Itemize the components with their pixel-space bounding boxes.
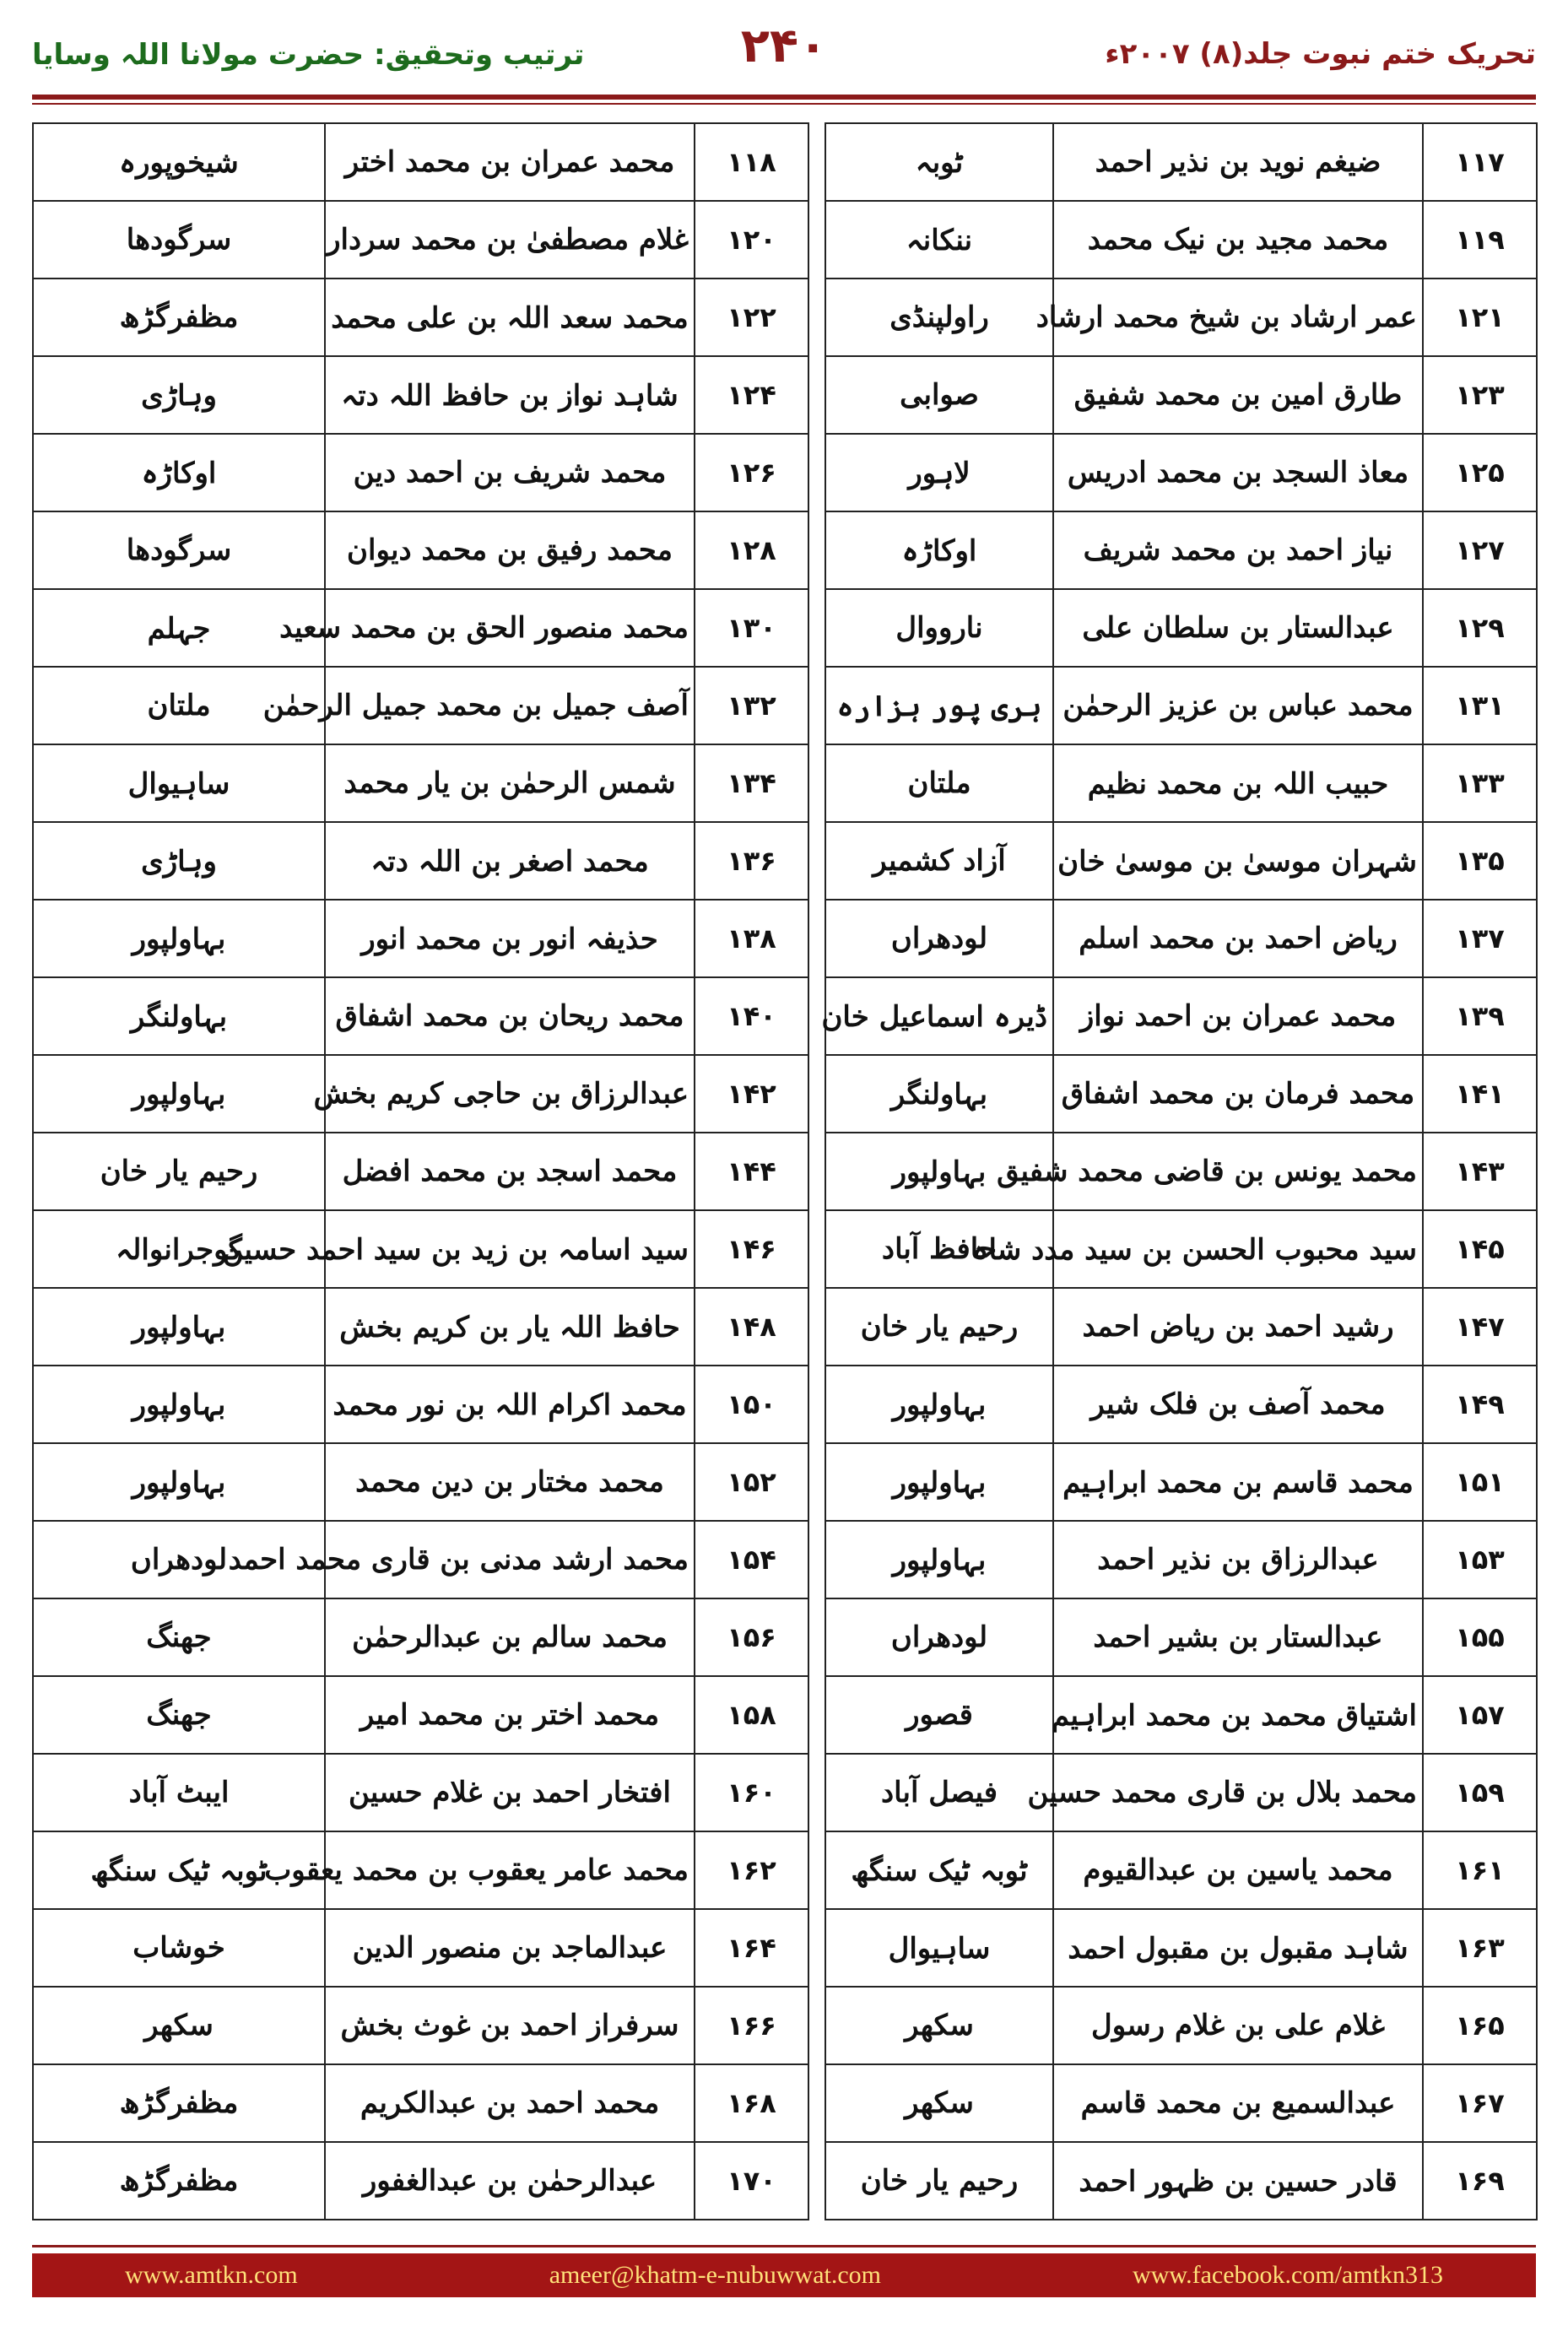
city-name: ساہیوال: [825, 1909, 1053, 1987]
table-row: [33, 1987, 1537, 2064]
entry-number: ۱۳۱: [1423, 667, 1537, 744]
city-name: ساہیوال: [33, 744, 325, 822]
entry-number: ۱۳۸: [695, 900, 808, 977]
person-name: محمد عامر یعقوب بن محمد یعقوب: [325, 1831, 695, 1909]
person-name: قادر حسین بن ظہور احمد: [1053, 2142, 1423, 2220]
city-name: ڈیرہ اسماعیل خان: [825, 977, 1053, 1055]
column-gap: [808, 434, 825, 511]
compiler-credit: ترتیب وتحقیق: حضرت مولانا اللہ وسایا: [32, 38, 585, 72]
person-name: محمد یاسین بن عبدالقیوم: [1053, 1831, 1423, 1909]
person-name: غلام مصطفیٰ بن محمد سردار: [325, 201, 695, 279]
city-name: بہاولپور: [33, 1443, 325, 1521]
table-row: [33, 1676, 1537, 1754]
city-name: ٹوبہ ٹیک سنگھ: [33, 1831, 325, 1909]
person-name: سید اسامہ بن زید بن سید احمد حسین: [325, 1210, 695, 1288]
column-gap: [808, 2064, 825, 2142]
person-name: اشتیاق محمد بن محمد ابراہیم: [1053, 1676, 1423, 1754]
person-name: محمد عمران بن احمد نواز: [1053, 977, 1423, 1055]
city-name: سکھر: [825, 2064, 1053, 2142]
person-name: سید محبوب الحسن بن سید مدد شاہ: [1053, 1210, 1423, 1288]
table-row: [33, 434, 1537, 511]
page-number: ۲۴۰: [740, 19, 828, 73]
column-gap: [808, 1598, 825, 1676]
entry-number: ۱۴۸: [695, 1288, 808, 1366]
table-row: [33, 822, 1537, 900]
footer-bar: [32, 2253, 1536, 2297]
city-name: بہاولنگر: [825, 1055, 1053, 1133]
entry-number: ۱۶۵: [1423, 1987, 1537, 2064]
city-name: بہاولپور: [33, 900, 325, 977]
person-name: ریاض احمد بن محمد اسلم: [1053, 900, 1423, 977]
city-name: وہاڑی: [33, 356, 325, 434]
person-name: شاہد نواز بن حافظ اللہ دتہ: [325, 356, 695, 434]
column-gap: [808, 511, 825, 589]
entry-number: ۱۲۸: [695, 511, 808, 589]
entry-number: ۱۳۲: [695, 667, 808, 744]
entry-number: ۱۴۵: [1423, 1210, 1537, 1288]
entry-number: ۱۶۲: [695, 1831, 808, 1909]
person-name: عمر ارشاد بن شیخ محمد ارشاد: [1053, 279, 1423, 356]
person-name: محمد اکرام اللہ بن نور محمد: [325, 1366, 695, 1443]
column-gap: [808, 279, 825, 356]
entry-number: ۱۶۹: [1423, 2142, 1537, 2220]
names-table-body: [33, 123, 1537, 2220]
column-gap: [808, 589, 825, 667]
person-name: رشید احمد بن ریاض احمد: [1053, 1288, 1423, 1366]
city-name: سکھر: [825, 1987, 1053, 2064]
city-name: ننکانہ: [825, 201, 1053, 279]
person-name: محمد قاسم بن محمد ابراہیم: [1053, 1443, 1423, 1521]
person-name: محمد احمد بن عبدالکریم: [325, 2064, 695, 2142]
city-name: لودھراں: [825, 1598, 1053, 1676]
column-gap: [808, 1521, 825, 1598]
entry-number: ۱۵۵: [1423, 1598, 1537, 1676]
table-row: [33, 123, 1537, 201]
column-gap: [808, 900, 825, 977]
entry-number: ۱۵۴: [695, 1521, 808, 1598]
entry-number: ۱۴۱: [1423, 1055, 1537, 1133]
city-name: حافظ آباد: [825, 1210, 1053, 1288]
city-name: آزاد کشمیر: [825, 822, 1053, 900]
book-title: تحریک ختم نبوت جلد(۸) ۲۰۰۷ء: [1105, 37, 1536, 71]
names-table: [32, 122, 1538, 2220]
entry-number: ۱۳۰: [695, 589, 808, 667]
city-name: بہاولپور: [825, 1521, 1053, 1598]
city-name: سرگودھا: [33, 511, 325, 589]
entry-number: ۱۳۶: [695, 822, 808, 900]
person-name: عبدالماجد بن منصور الدین: [325, 1909, 695, 1987]
column-gap: [808, 1987, 825, 2064]
person-name: عبدالرزاق بن حاجی کریم بخش: [325, 1055, 695, 1133]
footer-facebook-link[interactable]: www.facebook.com/amtkn313: [1133, 2261, 1443, 2289]
entry-number: ۱۲۷: [1423, 511, 1537, 589]
page-header: [0, 0, 1568, 101]
city-name: ملتان: [33, 667, 325, 744]
entry-number: ۱۴۹: [1423, 1366, 1537, 1443]
table-row: [33, 1133, 1537, 1210]
city-name: لودھراں: [33, 1521, 325, 1598]
city-name: بہاولنگر: [33, 977, 325, 1055]
city-name: جھنگ: [33, 1598, 325, 1676]
city-name: جھنگ: [33, 1676, 325, 1754]
entry-number: ۱۴۴: [695, 1133, 808, 1210]
person-name: افتخار احمد بن غلام حسین: [325, 1754, 695, 1831]
entry-number: ۱۶۸: [695, 2064, 808, 2142]
entry-number: ۱۳۵: [1423, 822, 1537, 900]
entry-number: ۱۲۵: [1423, 434, 1537, 511]
table-row: [33, 1210, 1537, 1288]
city-name: رحیم یار خان: [825, 1288, 1053, 1366]
person-name: معاذ السجد بن محمد ادریس: [1053, 434, 1423, 511]
table-row: [33, 279, 1537, 356]
city-name: مظفرگڑھ: [33, 2064, 325, 2142]
entry-number: ۱۶۰: [695, 1754, 808, 1831]
entry-number: ۱۵۰: [695, 1366, 808, 1443]
table-row: [33, 1909, 1537, 1987]
city-name: رحیم یار خان: [33, 1133, 325, 1210]
column-gap: [808, 123, 825, 201]
person-name: محمد عمران بن محمد اختر: [325, 123, 695, 201]
person-name: غلام علی بن غلام رسول: [1053, 1987, 1423, 2064]
person-name: محمد اسجد بن محمد افضل: [325, 1133, 695, 1210]
city-name: گوجرانوالہ: [33, 1210, 325, 1288]
city-name: صوابی: [825, 356, 1053, 434]
city-name: ٹوبہ ٹیک سنگھ: [825, 1831, 1053, 1909]
table-row: [33, 900, 1537, 977]
person-name: سرفراز احمد بن غوث بخش: [325, 1987, 695, 2064]
table-row: [33, 2142, 1537, 2220]
city-name: بہاولپور: [33, 1055, 325, 1133]
person-name: ضیغم نوید بن نذیر احمد: [1053, 123, 1423, 201]
person-name: حافظ اللہ یار بن کریم بخش: [325, 1288, 695, 1366]
city-name: نارووال: [825, 589, 1053, 667]
entry-number: ۱۴۷: [1423, 1288, 1537, 1366]
entry-number: ۱۵۷: [1423, 1676, 1537, 1754]
header-rule-thin: [32, 103, 1536, 105]
table-row: [33, 667, 1537, 744]
city-name: شیخوپورہ: [33, 123, 325, 201]
entry-number: ۱۱۷: [1423, 123, 1537, 201]
city-name: خوشاب: [33, 1909, 325, 1987]
person-name: طارق امین بن محمد شفیق: [1053, 356, 1423, 434]
city-name: ٹوبہ: [825, 123, 1053, 201]
table-row: [33, 511, 1537, 589]
column-gap: [808, 1754, 825, 1831]
person-name: عبدالستار بن بشیر احمد: [1053, 1598, 1423, 1676]
table-row: [33, 1443, 1537, 1521]
column-gap: [808, 356, 825, 434]
person-name: نیاز احمد بن محمد شریف: [1053, 511, 1423, 589]
person-name: شاہد مقبول بن مقبول احمد: [1053, 1909, 1423, 1987]
entry-number: ۱۵۶: [695, 1598, 808, 1676]
city-name: راولپنڈی: [825, 279, 1053, 356]
city-name: جہلم: [33, 589, 325, 667]
city-name: ملتان: [825, 744, 1053, 822]
column-gap: [808, 1288, 825, 1366]
table-row: [33, 201, 1537, 279]
entry-number: ۱۳۷: [1423, 900, 1537, 977]
entry-number: ۱۷۰: [695, 2142, 808, 2220]
entry-number: ۱۱۹: [1423, 201, 1537, 279]
entry-number: ۱۲۶: [695, 434, 808, 511]
person-name: حذیفہ انور بن محمد انور: [325, 900, 695, 977]
entry-number: ۱۵۲: [695, 1443, 808, 1521]
person-name: محمد آصف بن فلک شیر: [1053, 1366, 1423, 1443]
footer-email-link[interactable]: ameer@khatm-e-nubuwwat.com: [549, 2261, 882, 2289]
table-row: [33, 1288, 1537, 1366]
entry-number: ۱۱۸: [695, 123, 808, 201]
column-gap: [808, 667, 825, 744]
table-row: [33, 589, 1537, 667]
entry-number: ۱۳۴: [695, 744, 808, 822]
entry-number: ۱۵۱: [1423, 1443, 1537, 1521]
entry-number: ۱۵۸: [695, 1676, 808, 1754]
person-name: محمد یونس بن قاضی محمد شفیق: [1053, 1133, 1423, 1210]
person-name: محمد فرمان بن محمد اشفاق: [1053, 1055, 1423, 1133]
person-name: محمد ارشد مدنی بن قاری محمد احمد: [325, 1521, 695, 1598]
entry-number: ۱۵۹: [1423, 1754, 1537, 1831]
person-name: عبدالستار بن سلطان علی: [1053, 589, 1423, 667]
person-name: حبیب اللہ بن محمد نظیم: [1053, 744, 1423, 822]
entry-number: ۱۶۳: [1423, 1909, 1537, 1987]
city-name: ہری پور ہزارہ: [825, 667, 1053, 744]
city-name: اوکاڑہ: [33, 434, 325, 511]
entry-number: ۱۴۲: [695, 1055, 808, 1133]
entry-number: ۱۶۶: [695, 1987, 808, 2064]
entry-number: ۱۳۳: [1423, 744, 1537, 822]
person-name: محمد شریف بن احمد دین: [325, 434, 695, 511]
table-row: [33, 977, 1537, 1055]
city-name: سکھر: [33, 1987, 325, 2064]
column-gap: [808, 1133, 825, 1210]
names-table-container: [32, 122, 1536, 2220]
entry-number: ۱۲۰: [695, 201, 808, 279]
person-name: محمد رفیق بن محمد دیوان: [325, 511, 695, 589]
column-gap: [808, 1443, 825, 1521]
entry-number: ۱۶۷: [1423, 2064, 1537, 2142]
person-name: شمس الرحمٰن بن یار محمد: [325, 744, 695, 822]
table-row: [33, 1055, 1537, 1133]
footer-website-link[interactable]: www.amtkn.com: [125, 2261, 298, 2289]
city-name: بہاولپور: [825, 1366, 1053, 1443]
person-name: عبدالرزاق بن نذیر احمد: [1053, 1521, 1423, 1598]
entry-number: ۱۲۹: [1423, 589, 1537, 667]
entry-number: ۱۳۹: [1423, 977, 1537, 1055]
entry-number: ۱۲۴: [695, 356, 808, 434]
table-row: [33, 1831, 1537, 1909]
column-gap: [808, 2142, 825, 2220]
city-name: مظفرگڑھ: [33, 2142, 325, 2220]
table-row: [33, 744, 1537, 822]
person-name: محمد اختر بن محمد امیر: [325, 1676, 695, 1754]
column-gap: [808, 1366, 825, 1443]
city-name: قصور: [825, 1676, 1053, 1754]
city-name: مظفرگڑھ: [33, 279, 325, 356]
column-gap: [808, 822, 825, 900]
person-name: محمد ریحان بن محمد اشفاق: [325, 977, 695, 1055]
entry-number: ۱۴۳: [1423, 1133, 1537, 1210]
person-name: محمد مختار بن دین محمد: [325, 1443, 695, 1521]
person-name: محمد مجید بن نیک محمد: [1053, 201, 1423, 279]
column-gap: [808, 1210, 825, 1288]
table-row: [33, 1366, 1537, 1443]
person-name: عبدالرحمٰن بن عبدالغفور: [325, 2142, 695, 2220]
person-name: شہران موسیٰ بن موسیٰ خان: [1053, 822, 1423, 900]
entry-number: ۱۴۰: [695, 977, 808, 1055]
column-gap: [808, 1831, 825, 1909]
column-gap: [808, 1909, 825, 1987]
person-name: محمد منصور الحق بن محمد سعید: [325, 589, 695, 667]
city-name: اوکاڑہ: [825, 511, 1053, 589]
person-name: محمد سالم بن عبدالرحمٰن: [325, 1598, 695, 1676]
city-name: ایبٹ آباد: [33, 1754, 325, 1831]
table-row: [33, 356, 1537, 434]
city-name: وہاڑی: [33, 822, 325, 900]
table-row: [33, 1598, 1537, 1676]
table-row: [33, 1754, 1537, 1831]
city-name: لاہور: [825, 434, 1053, 511]
column-gap: [808, 1055, 825, 1133]
city-name: فیصل آباد: [825, 1754, 1053, 1831]
city-name: بہاولپور: [33, 1288, 325, 1366]
page-footer: [0, 2245, 1568, 2342]
city-name: بہاولپور: [33, 1366, 325, 1443]
city-name: بہاولپور: [825, 1443, 1053, 1521]
column-gap: [808, 201, 825, 279]
entry-number: ۱۴۶: [695, 1210, 808, 1288]
header-rule-thick: [32, 95, 1536, 100]
column-gap: [808, 744, 825, 822]
city-name: بہاولپور: [825, 1133, 1053, 1210]
column-gap: [808, 1676, 825, 1754]
person-name: محمد عباس بن عزیز الرحمٰن: [1053, 667, 1423, 744]
entry-number: ۱۵۳: [1423, 1521, 1537, 1598]
person-name: عبدالسمیع بن محمد قاسم: [1053, 2064, 1423, 2142]
city-name: رحیم یار خان: [825, 2142, 1053, 2220]
entry-number: ۱۲۳: [1423, 356, 1537, 434]
table-row: [33, 2064, 1537, 2142]
person-name: محمد سعد اللہ بن علی محمد: [325, 279, 695, 356]
table-row: [33, 1521, 1537, 1598]
city-name: لودھراں: [825, 900, 1053, 977]
person-name: محمد بلال بن قاری محمد حسین: [1053, 1754, 1423, 1831]
person-name: محمد اصغر بن اللہ دتہ: [325, 822, 695, 900]
entry-number: ۱۲۱: [1423, 279, 1537, 356]
footer-rule: [32, 2245, 1536, 2247]
person-name: آصف جمیل بن محمد جمیل الرحمٰن: [325, 667, 695, 744]
entry-number: ۱۶۱: [1423, 1831, 1537, 1909]
city-name: سرگودھا: [33, 201, 325, 279]
entry-number: ۱۲۲: [695, 279, 808, 356]
entry-number: ۱۶۴: [695, 1909, 808, 1987]
